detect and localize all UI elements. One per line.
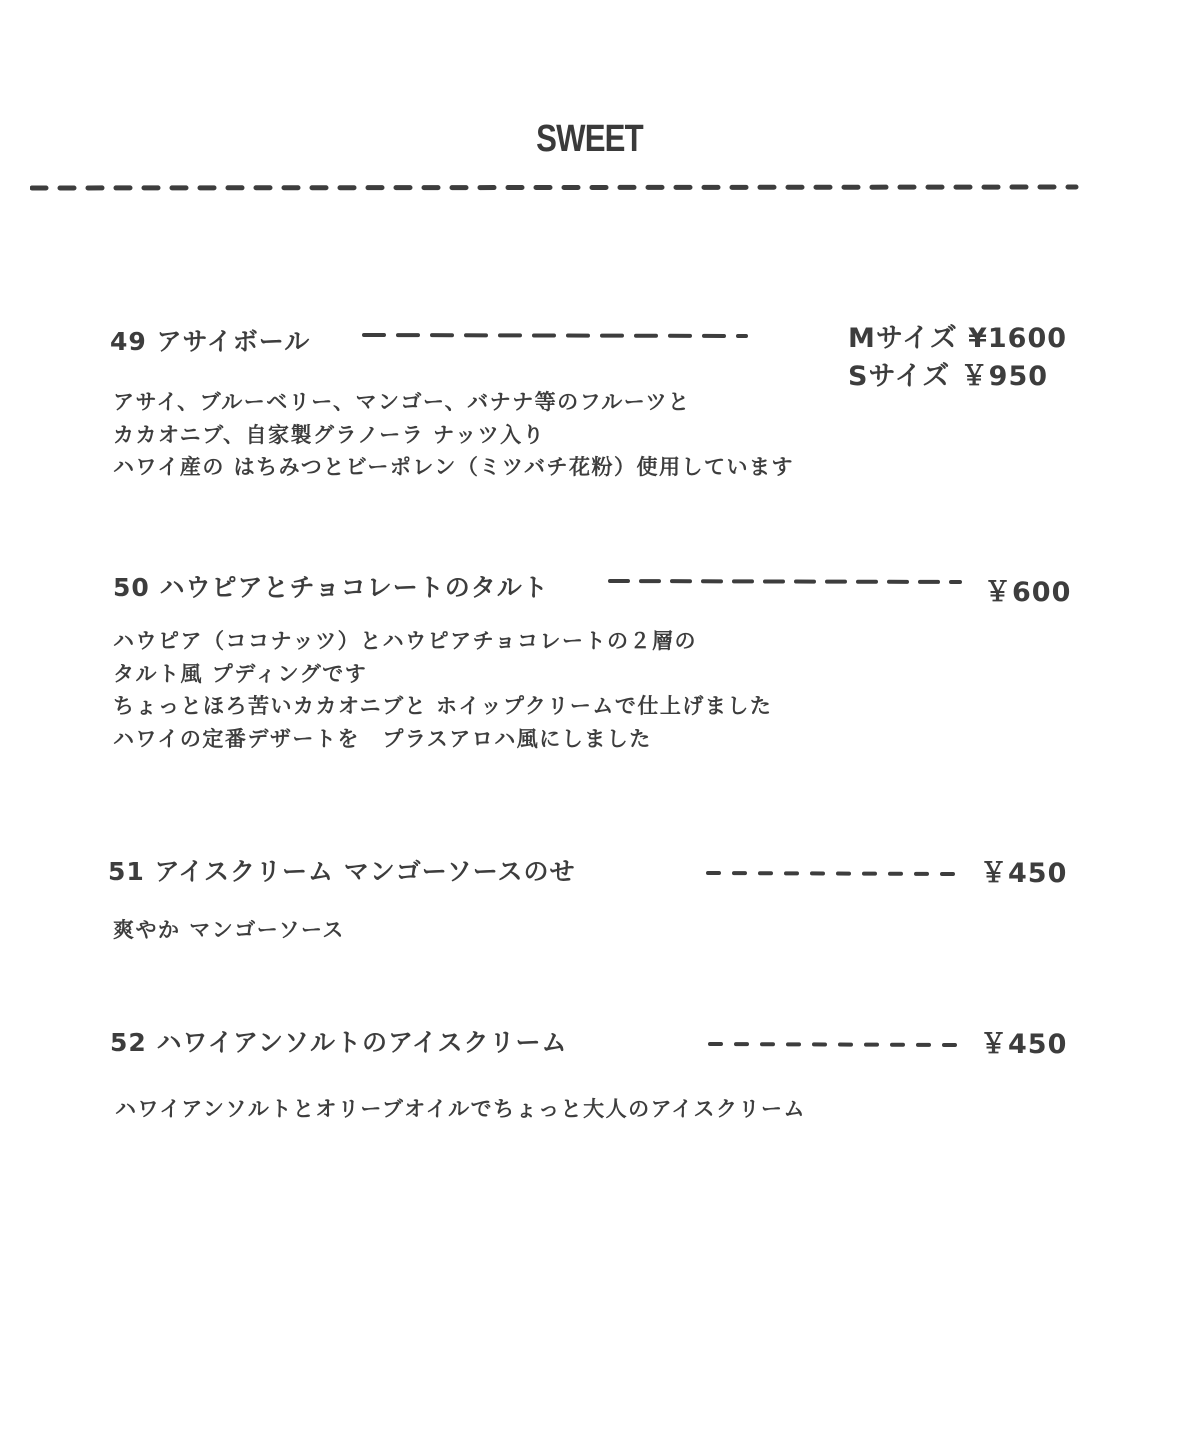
description-line: ハワイの定番デザートを プラスアロハ風にしました <box>113 726 652 751</box>
description-line: カカオニブ、自家製グラノーラ ナッツ入り <box>113 422 546 447</box>
title-dashed-rule <box>30 180 1080 196</box>
item-price: ￥600 <box>984 577 1072 608</box>
item-name: 52 ハワイアンソルトのアイスクリーム <box>110 1028 568 1057</box>
price-leader <box>708 1037 962 1051</box>
description-line: ハウピア（ココナッツ）とハウピアチョコレートの２層の <box>113 629 697 653</box>
description-line: アサイ、ブルーベリー、マンゴー、バナナ等のフルーツと <box>113 390 691 414</box>
item-description <box>113 625 772 755</box>
item-description <box>113 914 345 947</box>
item-price: ￥450 <box>980 1029 1068 1060</box>
item-description <box>113 386 794 484</box>
price-leader <box>362 328 750 342</box>
description-line: ちょっとほろ苦いカカオニブと ホイップクリームで仕上げました <box>113 694 773 718</box>
item-name: 49 アサイボール <box>110 327 311 356</box>
description-line: 爽やか マンゴーソース <box>113 918 345 942</box>
page-title: SWEET <box>536 118 643 160</box>
description-line: ハワイアンソルトとオリーブオイルでちょっと大人のアイスクリーム <box>115 1097 806 1121</box>
description-line: ハワイ産の はちみつとビーポレン（ミツバチ花粉）使用しています <box>113 455 794 479</box>
price-leader <box>608 574 964 588</box>
description-line: タルト風 プディングです <box>113 661 368 686</box>
item-price-m: Mサイズ ¥1600 <box>848 323 1068 354</box>
item-name: 50 ハウピアとチョコレートのタルト <box>113 573 549 602</box>
item-description <box>115 1093 806 1126</box>
item-name: 51 アイスクリーム マンゴーソースのせ <box>108 857 576 886</box>
price-leader <box>706 866 960 880</box>
item-price: ￥450 <box>980 858 1068 889</box>
item-price-s: Sサイズ ￥950 <box>848 361 1049 392</box>
